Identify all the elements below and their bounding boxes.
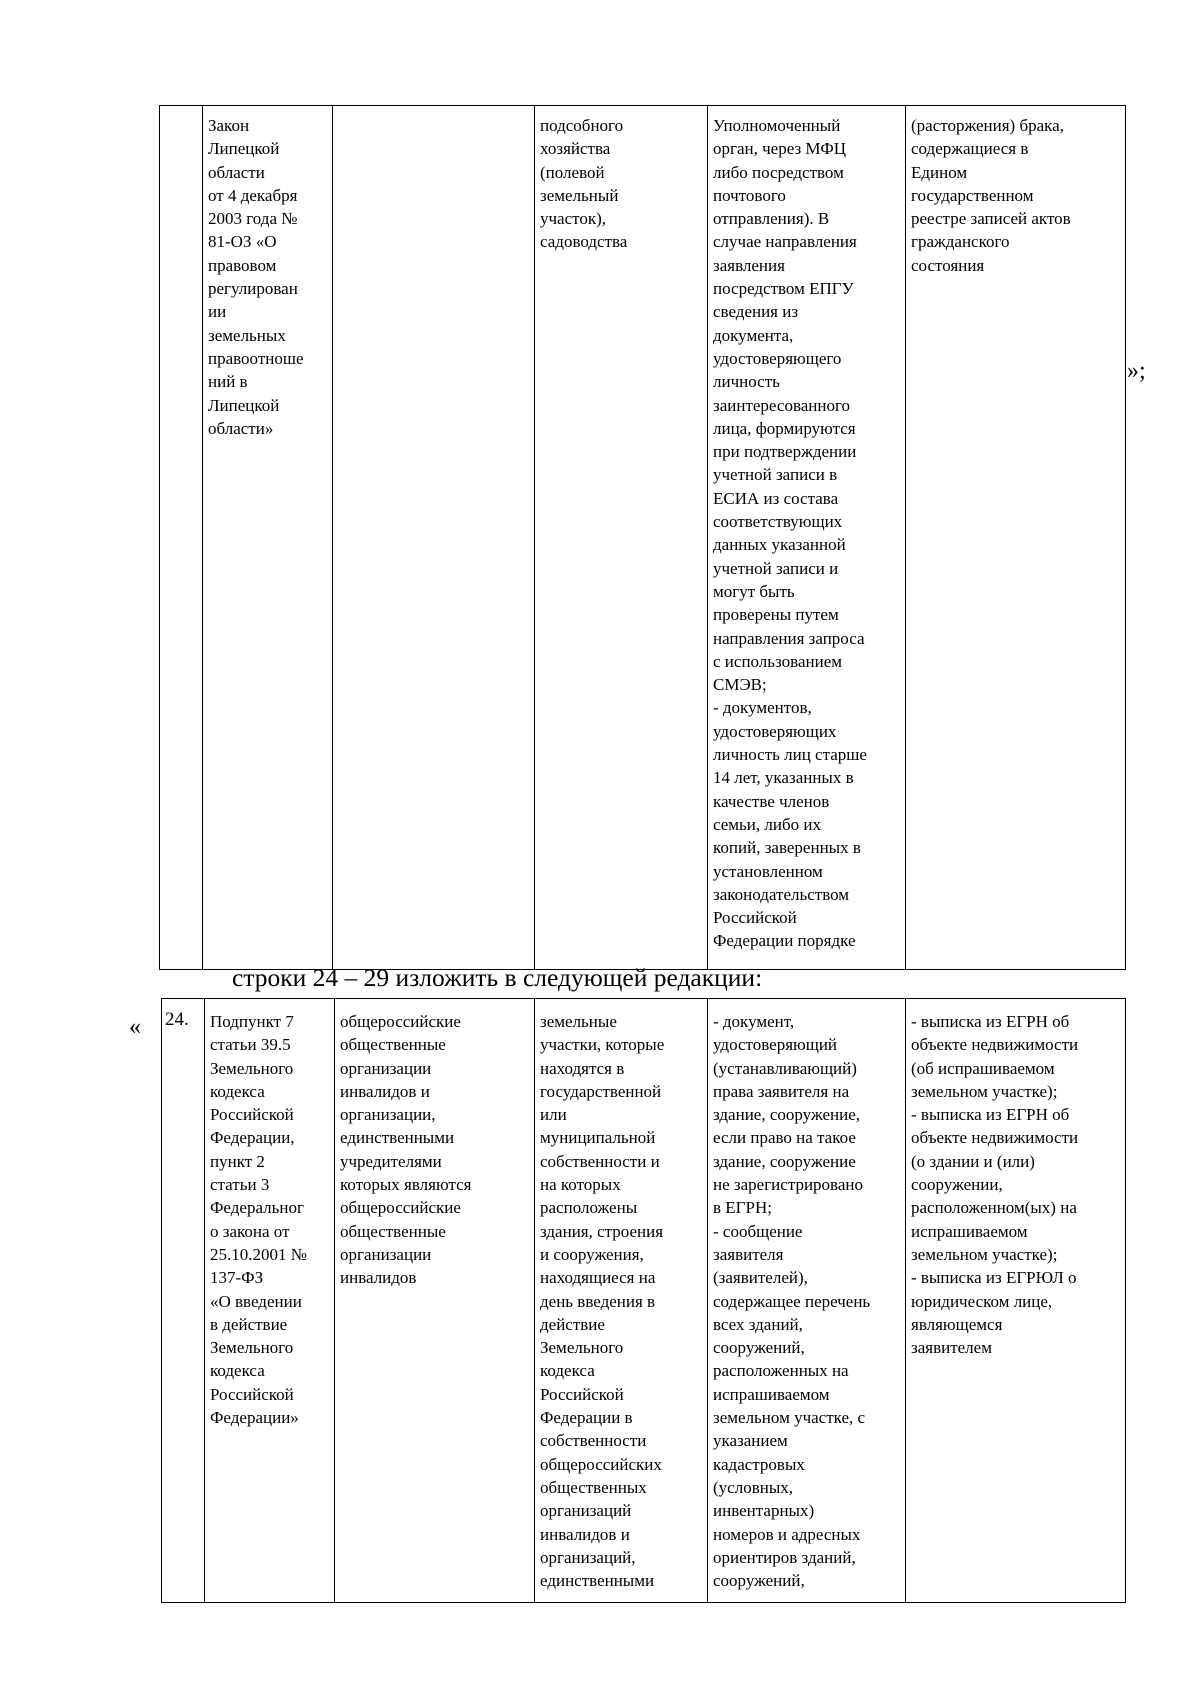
row-number-cell: 24. xyxy=(162,999,205,1603)
applicant-documents-cell: Уполномоченный орган, через МФЦ либо посредством почтового отправления). В случае направления заявления посредством ЕПГУ сведения из документа, удостоверяющего личность заинтересованного лица, формируются при подтверждении учетной записи в ЕСИА из состава соответствующих данных указанной учетной записи и могут быть проверены путем направления запроса с использованием СМЭВ; - документов, удостоверяющих личность лиц старше 14 лет, указанных в качестве членов семьи, либо их копий, заверенных в установленном законодательством Российской Федерации порядке xyxy=(708,106,906,970)
table-row xyxy=(162,999,1126,1603)
continued-table xyxy=(159,105,1126,970)
applicant-category-cell xyxy=(333,106,535,970)
legal-basis-cell: Закон Липецкой области от 4 декабря 2003 года № 81-ОЗ «О правовом регулирован ии земельных правоотноше ний в Липецкой области» xyxy=(203,106,333,970)
land-plot-cell: земельные участки, которые находятся в государственной или муниципальной собственности и на которых расположены здания, строения и сооружения, находящиеся на день введения в действие Земельного кодекса Российской Федерации в собственности общероссийских общественных организаций инвалидов и организаций, единственными xyxy=(535,999,708,1603)
table-row xyxy=(160,106,1126,970)
requested-documents-cell: - выписка из ЕГРН об объекте недвижимости (об испрашиваемом земельном участке); - выписка из ЕГРН об объекте недвижимости (о здании и (или) сооружении, расположенном(ых) на испрашиваемом земельном участке); - выписка из ЕГРЮЛ о юридическом лице, являющемся заявителем xyxy=(906,999,1126,1603)
closing-quote-mark: »; xyxy=(1127,358,1146,384)
legal-basis-cell: Подпункт 7 статьи 39.5 Земельного кодекса Российской Федерации, пункт 2 статьи 3 Федеральног о закона от 25.10.2001 № 137-ФЗ «О введении в действие Земельного кодекса Российской Федерации» xyxy=(205,999,335,1603)
amended-table xyxy=(161,998,1126,1603)
row-number-cell xyxy=(160,106,203,970)
applicant-documents-cell: - документ, удостоверяющий (устанавливающий) права заявителя на здание, сооружение, если право на такое здание, сооружение не зарегистрировано в ЕГРН; - сообщение заявителя (заявителей), содержащее перечень всех зданий, сооружений, расположенных на испрашиваемом земельном участке, с указанием кадастровых (условных, инвентарных) номеров и адресных ориентиров зданий, сооружений, xyxy=(708,999,906,1603)
amendment-instruction: строки 24 – 29 изложить в следующей редакции: xyxy=(232,963,763,992)
requested-documents-cell: (расторжения) брака, содержащиеся в Едином государственном реестре записей актов гражданского состояния xyxy=(906,106,1126,970)
applicant-category-cell: общероссийские общественные организации инвалидов и организации, единственными учредителями которых являются общероссийские общественные организации инвалидов xyxy=(335,999,535,1603)
opening-quote-mark: « xyxy=(129,1014,141,1040)
land-plot-cell: подсобного хозяйства (полевой земельный участок), садоводства xyxy=(535,106,708,970)
